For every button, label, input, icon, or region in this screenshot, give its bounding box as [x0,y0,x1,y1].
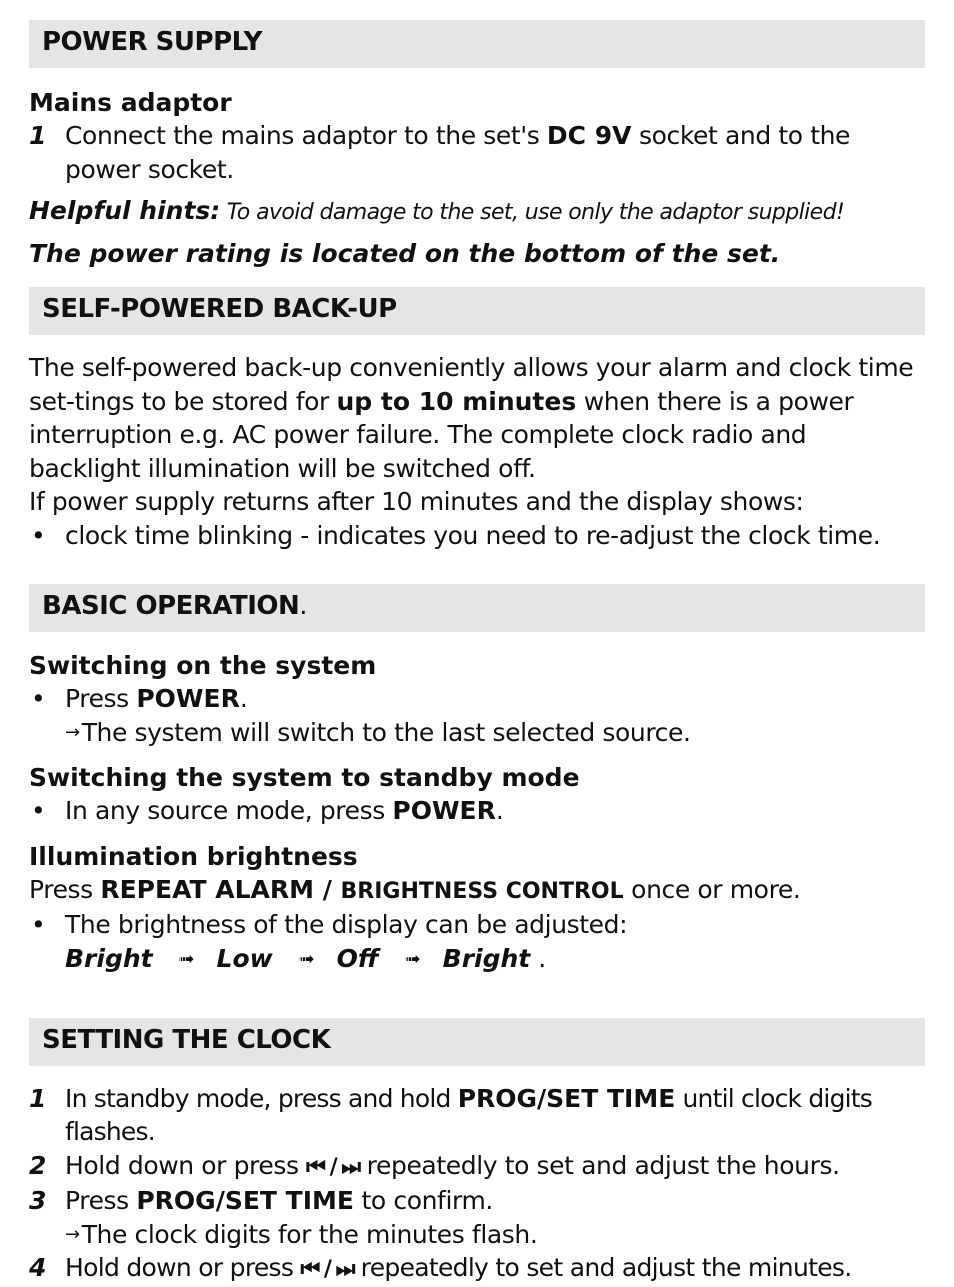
brightness-level: Off [336,943,379,973]
subheading-illumination: Illumination brightness [29,841,358,871]
section-header-setting-clock: SETTING THE CLOCK [29,1018,925,1066]
sequence-arrow-icon: ➟ [298,947,315,970]
clock-step-2: 2 Hold down or press ⏮ / ⏭ repeatedly to set and adjust the hours. [29,1150,840,1180]
clock-step-4: 4 Hold down or press ⏮ / ⏭ repeatedly to set and adjust the minutes. [29,1253,852,1282]
backup-bullet: • clock time blinking - indicates you need to re-adjust the clock time. [31,520,881,550]
standby-bullet: • In any source mode, press POWER. [31,796,504,825]
section-header-basic-operation: BASIC OPERATION. [29,584,925,632]
illumination-instruction: Press REPEAT ALARM / BRIGHTNESS CONTROL once or more. [29,874,801,904]
subheading-standby: Switching the system to standby mode [29,763,580,792]
sequence-arrow-icon: ➟ [178,947,195,970]
sequence-arrow-icon: ➟ [404,947,421,970]
brightness-level: Low [216,943,273,973]
arrow-right-icon: → [65,721,80,743]
section-header-backup: SELF-POWERED BACK-UP [29,287,925,335]
switch-on-result: →The system will switch to the last selected source. [65,717,691,747]
power-rating-note: The power rating is located on the bottom of the set. [29,239,781,268]
arrow-right-icon: → [65,1223,80,1245]
backup-paragraph-2: If power supply returns after 10 minutes and the display shows: [29,487,804,516]
brightness-level: Bright [442,943,531,973]
clock-step-3: 3 Press PROG/SET TIME to confirm. [29,1186,493,1215]
brightness-sequence: Bright ➟ Low ➟ Off ➟ Bright . [29,942,925,976]
illumination-bullet: • The brightness of the display can be adjusted: [31,910,628,939]
step-power-1: 1 Connect the mains adaptor to the set's DC 9V socket and to the power socket. [29,121,851,184]
clock-step-3-result: →The clock digits for the minutes flash. [65,1219,538,1249]
clock-step-1: 1 In standby mode, press and hold PROG/SET TIME until clock digits flashes. [29,1083,873,1146]
manual-page [29,20,925,1287]
helpful-hints: Helpful hints: To avoid damage to the set, use only the adaptor supplied! [29,196,845,225]
prev-next-icon: ⏮ / ⏭ [306,1154,360,1180]
switch-on-bullet: • Press POWER. [31,684,248,713]
subheading-mains-adaptor: Mains adaptor [29,88,232,117]
subheading-switching-on: Switching on the system [29,651,377,680]
brightness-level: Bright [65,943,153,973]
backup-paragraph: The self-powered back-up conveniently allows your alarm and clock time set-tings to be stored for up to 10 minutes when there is a power interruption e.g. AC power failure. The complete clock radio and backlight illumination will be switched off. [29,353,914,483]
prev-next-icon: ⏮ / ⏭ [300,1257,354,1282]
section-header-power-supply: POWER SUPPLY [29,20,925,68]
